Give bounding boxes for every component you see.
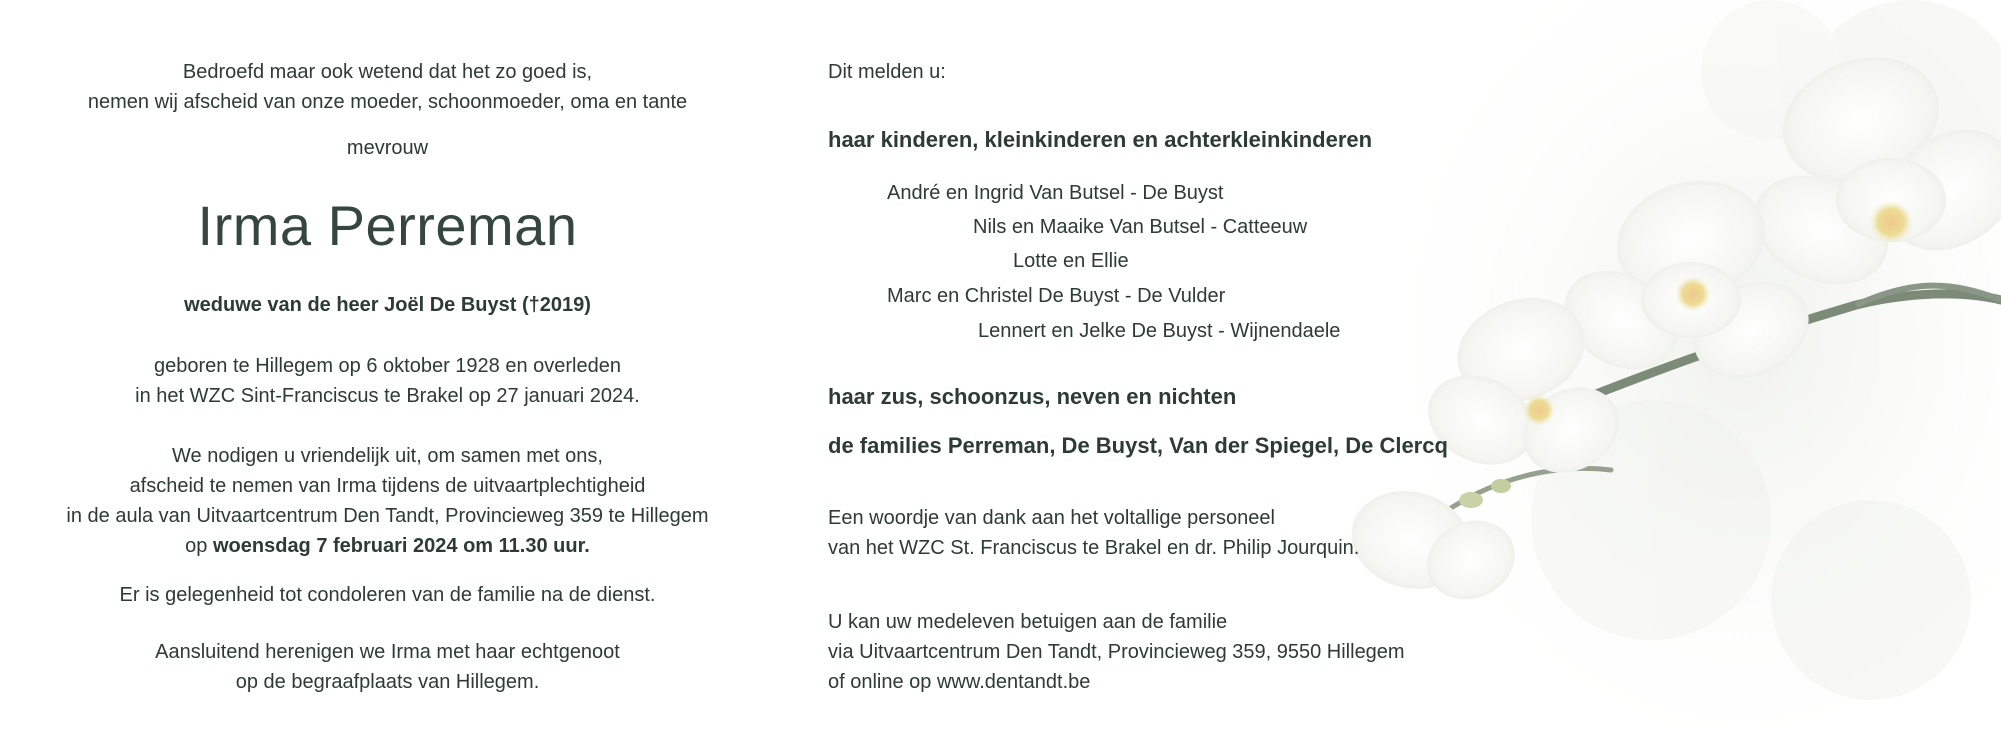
widow-line: weduwe van de heer Joël De Buyst (†2019) [184, 294, 591, 316]
sympathy-line-2: via Uitvaartcentrum Den Tandt, Provincieweg 359, 9550 Hillegem [828, 641, 1405, 663]
burial-line-2: op de begraafplaats van Hillegem. [235, 671, 540, 693]
thanks-line-2: van het WZC St. Franciscus te Brakel en dr. Philip Jourquin. [828, 537, 1360, 559]
invite-line-4-prefix: op [185, 535, 213, 557]
intro-line-2: nemen wij afscheid van onze moeder, schoonmoeder, oma en tante [87, 91, 688, 113]
family-heading-families: de families Perreman, De Buyst, Van der Spiegel, De Clercq [828, 433, 1448, 458]
deceased-name: Irma Perreman [197, 194, 578, 257]
born-line-1: geboren te Hillegem op 6 oktober 1928 en overleden [154, 355, 621, 377]
family-heading-children: haar kinderen, kleinkinderen en achterkleinkinderen [828, 127, 1373, 152]
title-prefix: mevrouw [346, 137, 429, 159]
invite-line-2: afscheid te nemen van Irma tijdens de uitvaartplechtigheid [129, 475, 646, 497]
ceremony-datetime: woensdag 7 februari 2024 om 11.30 uur. [212, 535, 590, 557]
thanks-line-1: Een woordje van dank aan het voltallige personeel [828, 507, 1275, 529]
family-member: Nils en Maaike Van Butsel - Catteeuw [973, 216, 1308, 238]
sympathy-line-1: U kan uw medeleven betuigen aan de familie [828, 611, 1228, 633]
family-member: André en Ingrid Van Butsel - De Buyst [887, 182, 1224, 204]
sympathy-line-3: of online op www.dentandt.be [828, 671, 1091, 693]
invite-line-3: in de aula van Uitvaartcentrum Den Tandt, Provincieweg 359 te Hillegem [66, 505, 709, 527]
announce-line: Dit melden u: [828, 61, 946, 83]
family-member: Lennert en Jelke De Buyst - Wijnendaele [978, 320, 1341, 342]
intro-line-1: Bedroefd maar ook wetend dat het zo goed is, [182, 61, 593, 83]
family-member: Marc en Christel De Buyst - De Vulder [887, 285, 1226, 307]
family-heading-siblings: haar zus, schoonzus, neven en nichten [828, 384, 1237, 409]
invite-line-4 [0, 531, 775, 561]
burial-line-1: Aansluitend herenigen we Irma met haar echtgenoot [155, 641, 620, 663]
family-member: Lotte en Ellie [1013, 250, 1129, 272]
orchid-icon [1351, 0, 2001, 754]
condolence-line: Er is gelegenheid tot condoleren van de familie na de dienst. [119, 584, 656, 606]
born-line-2: in het WZC Sint-Franciscus te Brakel op 27 januari 2024. [135, 385, 640, 407]
invite-line-1: We nodigen u vriendelijk uit, om samen met ons, [172, 445, 603, 467]
